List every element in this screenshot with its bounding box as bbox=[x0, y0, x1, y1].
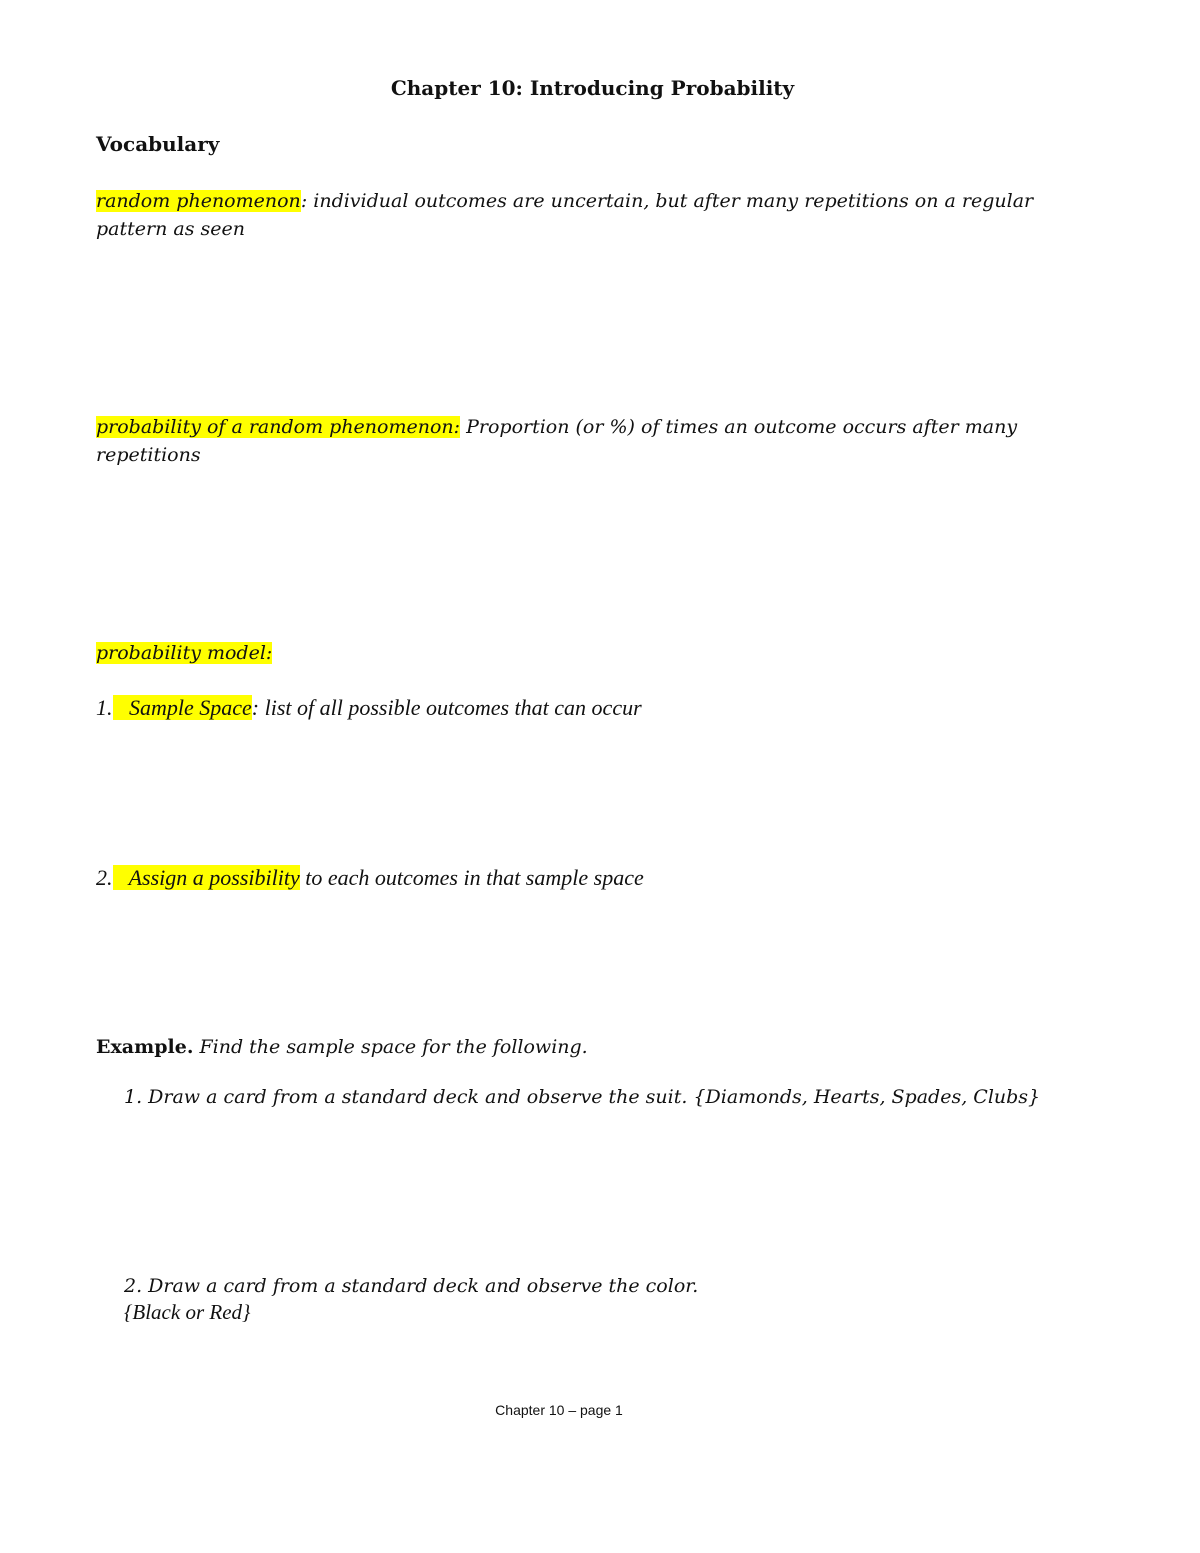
item-term-highlight: Sample Space bbox=[112, 695, 252, 720]
example-line bbox=[96, 1036, 588, 1058]
item-text: : list of all possible outcomes that can occur bbox=[251, 695, 642, 720]
item-number: 2. bbox=[96, 865, 113, 890]
page-title: Chapter 10: Introducing Probability bbox=[390, 76, 795, 100]
term-separator: : bbox=[300, 190, 308, 212]
example-prompt: Find the sample space for the following. bbox=[193, 1036, 588, 1058]
model-item-assign-possibility bbox=[96, 865, 644, 891]
definition-text: individual outcomes are uncertain, but after many repetitions on a regular pattern as seen bbox=[96, 190, 1034, 240]
term-highlight: random phenomenon bbox=[96, 190, 301, 212]
item-text: to each outcomes in that sample space bbox=[299, 865, 644, 890]
term-highlight: probability model: bbox=[96, 642, 273, 664]
page-footer: Chapter 10 – page 1 bbox=[495, 1402, 623, 1418]
item-term-highlight: Assign a possibility bbox=[112, 865, 300, 890]
definition-probability bbox=[96, 413, 1056, 469]
vocabulary-heading: Vocabulary bbox=[96, 132, 220, 156]
model-item-sample-space bbox=[96, 695, 642, 721]
definition-probability-model bbox=[96, 639, 1056, 667]
item-number: 1. bbox=[96, 695, 113, 720]
example-item-1: 1. Draw a card from a standard deck and observe the suit. {Diamonds, Hearts, Spades, Clubs} bbox=[124, 1086, 1041, 1108]
example-label: Example. bbox=[96, 1036, 194, 1058]
definition-text: Proportion (or %) of times an outcome occurs after many repetitions bbox=[96, 416, 1018, 466]
example-item-2: 2. Draw a card from a standard deck and observe the color. bbox=[124, 1275, 699, 1297]
term-highlight: probability of a random phenomenon: bbox=[96, 416, 461, 438]
definition-random-phenomenon bbox=[96, 187, 1056, 243]
example-item-2-answer: {Black or Red} bbox=[124, 1300, 251, 1324]
